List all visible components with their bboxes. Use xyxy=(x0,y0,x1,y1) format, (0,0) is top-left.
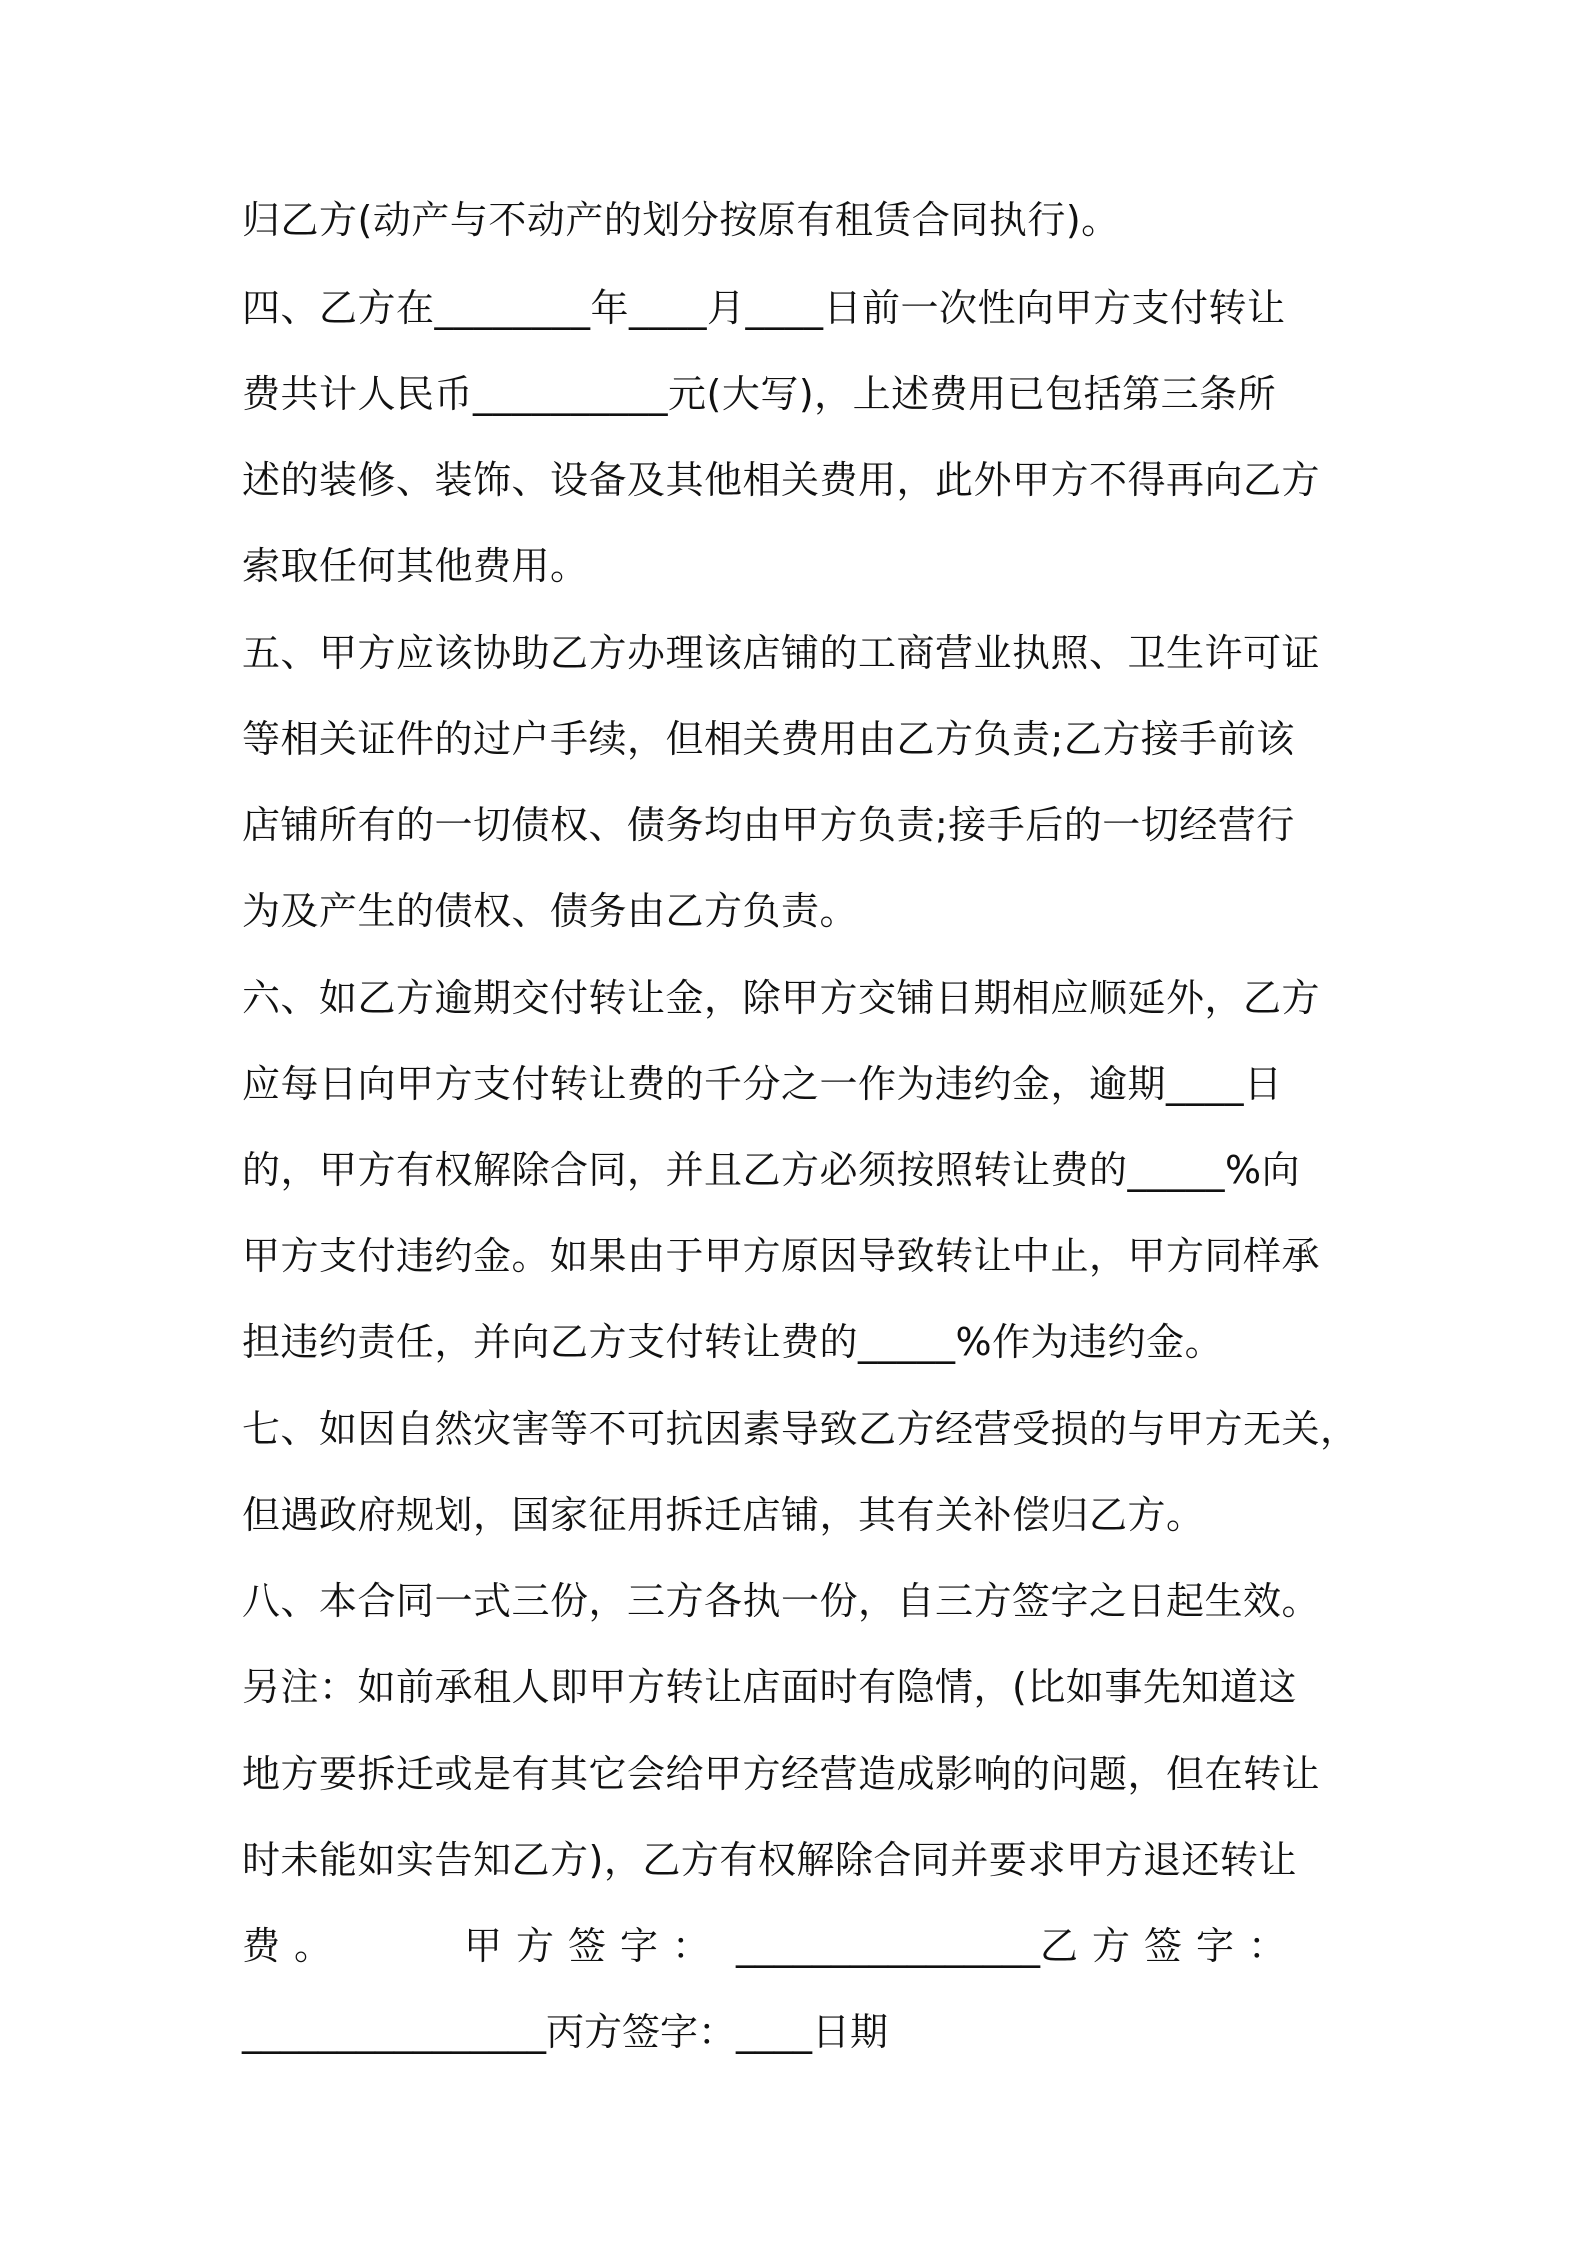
clause-six-line-1: 六、如乙方逾期交付转让金，除甲方交铺日期相应顺延外，乙方 xyxy=(242,976,1321,1020)
signature-line-2 xyxy=(242,2008,1362,2056)
clause-eight-line-1: 八、本合同一式三份，三方各执一份，自三方签字之日起生效。 xyxy=(242,1579,1321,1623)
party-c-signature-label: 丙方签字： xyxy=(546,2010,737,2054)
clause-five-line-3: 店铺所有的一切债权、债务均由甲方负责;接手后的一切经营行 xyxy=(242,803,1295,847)
note-line-1: 另注：如前承租人即甲方转让店面时有隐情，(比如事先知道这 xyxy=(242,1665,1297,1709)
date-blank: ____ xyxy=(736,2010,813,2054)
note-line-3: 时未能如实告知乙方)，乙方有权解除合同并要求甲方退还转让 xyxy=(242,1838,1297,1882)
signature-line-1 xyxy=(242,1922,1362,1970)
date-label: 日期 xyxy=(812,2010,889,2054)
clause-six-line-5: 担违约责任，并向乙方支付转让费的_____%作为违约金。 xyxy=(242,1320,1224,1364)
clause-four-line-1: 四、乙方在________年____月____日前一次性向甲方支付转让 xyxy=(242,286,1286,330)
note-line-2: 地方要拆迁或是有其它会给甲方经营造成影响的问题，但在转让 xyxy=(242,1752,1321,1796)
clause-five-line-4: 为及产生的债权、债务由乙方负责。 xyxy=(242,889,859,933)
clause-four-line-2: 费共计人民币__________元(大写)，上述费用已包括第三条所 xyxy=(242,372,1277,416)
party-a-signature-label: 甲方签字： xyxy=(464,1924,725,1968)
clause-five-line-1: 五、甲方应该协助乙方办理该店铺的工商营业执照、卫生许可证 xyxy=(242,631,1321,675)
clause-four-line-4: 索取任何其他费用。 xyxy=(242,544,589,588)
clause-four-line-3: 述的装修、装饰、设备及其他相关费用，此外甲方不得再向乙方 xyxy=(242,458,1321,502)
clause-six-line-4: 甲方支付违约金。如果由于甲方原因导致转让中止，甲方同样承 xyxy=(242,1234,1321,1278)
text-line-1: 归乙方(动产与不动产的划分按原有租赁合同执行)。 xyxy=(242,198,1120,242)
party-b-signature-blank: ________________ xyxy=(242,2010,546,2054)
clause-six-line-2: 应每日向甲方支付转让费的千分之一作为违约金，逾期____日 xyxy=(242,1062,1283,1106)
party-a-signature-blank: ________________ xyxy=(736,1924,1041,1968)
clause-five-line-2: 等相关证件的过户手续，但相关费用由乙方负责;乙方接手前该 xyxy=(242,717,1295,761)
clause-seven-line-1: 七、如因自然灾害等不可抗因素导致乙方经营受损的与甲方无关， xyxy=(242,1407,1359,1451)
clause-seven-line-2: 但遇政府规划，国家征用拆迁店铺，其有关补偿归乙方。 xyxy=(242,1493,1205,1537)
party-b-signature-label: 乙方签字： xyxy=(1040,1924,1301,1968)
fee-end-text: 费。 xyxy=(242,1924,347,1968)
clause-six-line-3: 的，甲方有权解除合同，并且乙方必须按照转让费的_____%向 xyxy=(242,1148,1301,1192)
